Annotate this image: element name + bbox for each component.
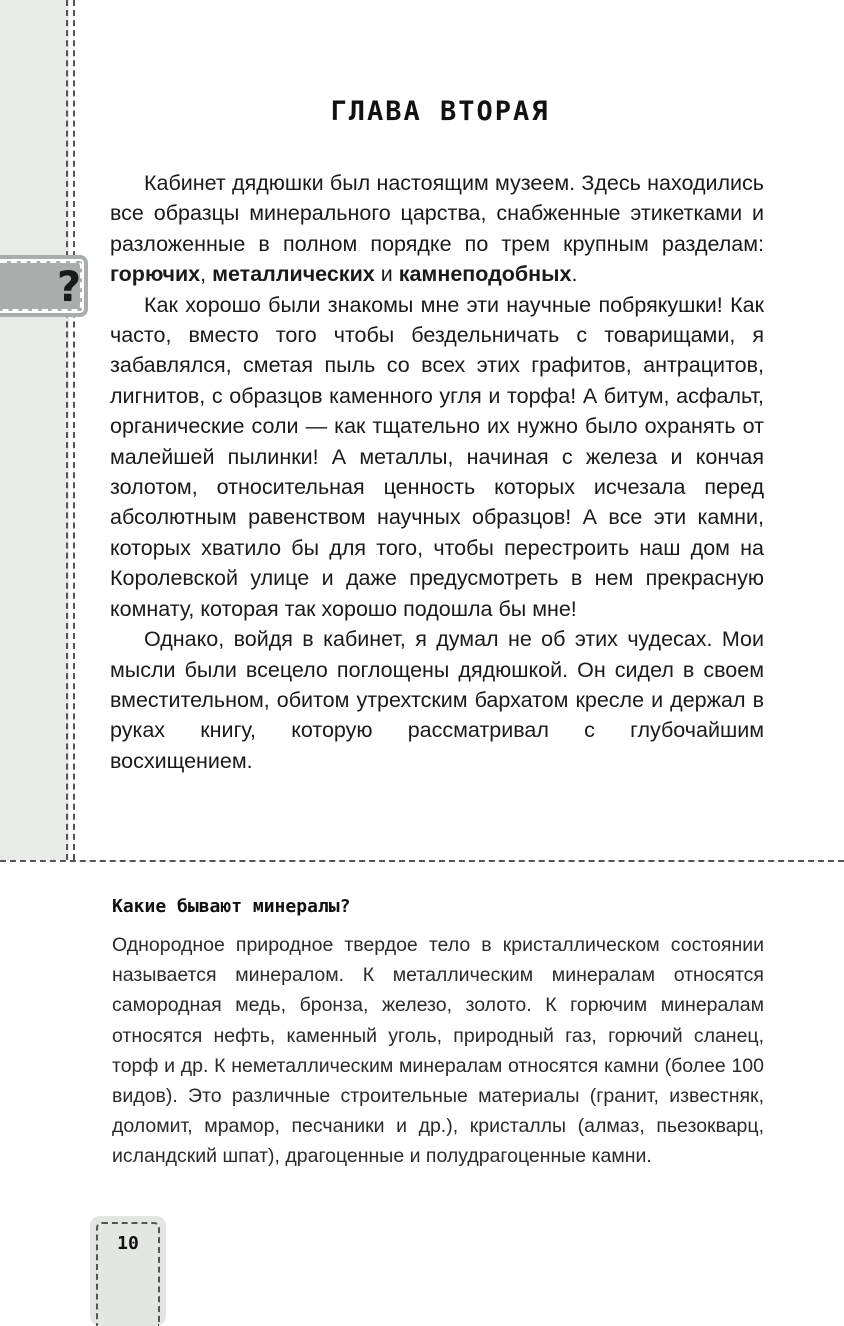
story-paragraph-3: Однако, войдя в кабинет, я думал не об этих чудесах. Мои мысли были всецело поглощены дядюшкой. Он сидел в своем вместительном, обитом утрехтским бархатом кресле и держал в руках книгу, которую рассматривал с глубочайшим восхищением. (110, 627, 764, 773)
story-paragraph-1 (110, 168, 764, 290)
info-box-body: Однородное природное твердое тело в кристаллическом состоянии называется минералом. К металлическим минералам относятся самородная медь, бронза, железо, золото. К горючим минералам относятся нефть, каменный уголь, природный газ, горючий сланец, торф и др. К неметаллическим минералам относятся камни (более 100 видов). Это различные строительные материалы (гранит, известняк, доломит, мрамор, песчаники и др.), кристаллы (алмаз, пьезокварц, исландский шпат), драгоценные и полудрагоценные камни. (112, 934, 764, 1168)
margin-dashed-line (66, 0, 68, 860)
p1-lead: Кабинет дядюшки был настоящим музеем. Здесь находились все образцы минерального царства, снабженные этикетками и разложенные в полном порядке по трем крупным разделам: (110, 171, 764, 256)
p1-sep1: , (200, 262, 213, 287)
p1-sep2: и (374, 262, 399, 287)
page-number: 10 (117, 1233, 139, 1254)
term-stonelike: камнеподобных (398, 262, 572, 287)
section-divider (0, 860, 844, 862)
term-combustible: горючих (110, 262, 201, 287)
story-paragraph-2: Как хорошо были знакомы мне эти научные побрякушки! Как часто, вместо того чтобы бездельничать с товарищами, я забавлялся, сметая пыль со всех этих графитов, антрацитов, лигнитов, с образцов каменного угля и торфа! А битум, асфальт, органические соли — как тщательно их нужно было охранять от малейшей пылинки! А металлы, начиная с железа и кончая золотом, относительная ценность которых исчезала перед абсолютным равенством научных образцов! А все эти камни, которых хватило бы для того, чтобы перестроить наш дом на Королевской улице и даже предусмотреть в нем прекрасную комнату, которая так хорошо подошла бы мне! (110, 292, 764, 621)
chapter-title: ГЛАВА ВТОРАЯ (330, 96, 550, 127)
term-metallic: металлических (212, 262, 375, 287)
question-mark-icon: ? (56, 262, 82, 311)
story-text (110, 168, 764, 776)
p1-end: . (571, 262, 578, 287)
margin-dashed-line (73, 0, 75, 860)
margin-strip (0, 0, 69, 860)
info-box-title: Какие бывают минералы? (112, 896, 351, 917)
